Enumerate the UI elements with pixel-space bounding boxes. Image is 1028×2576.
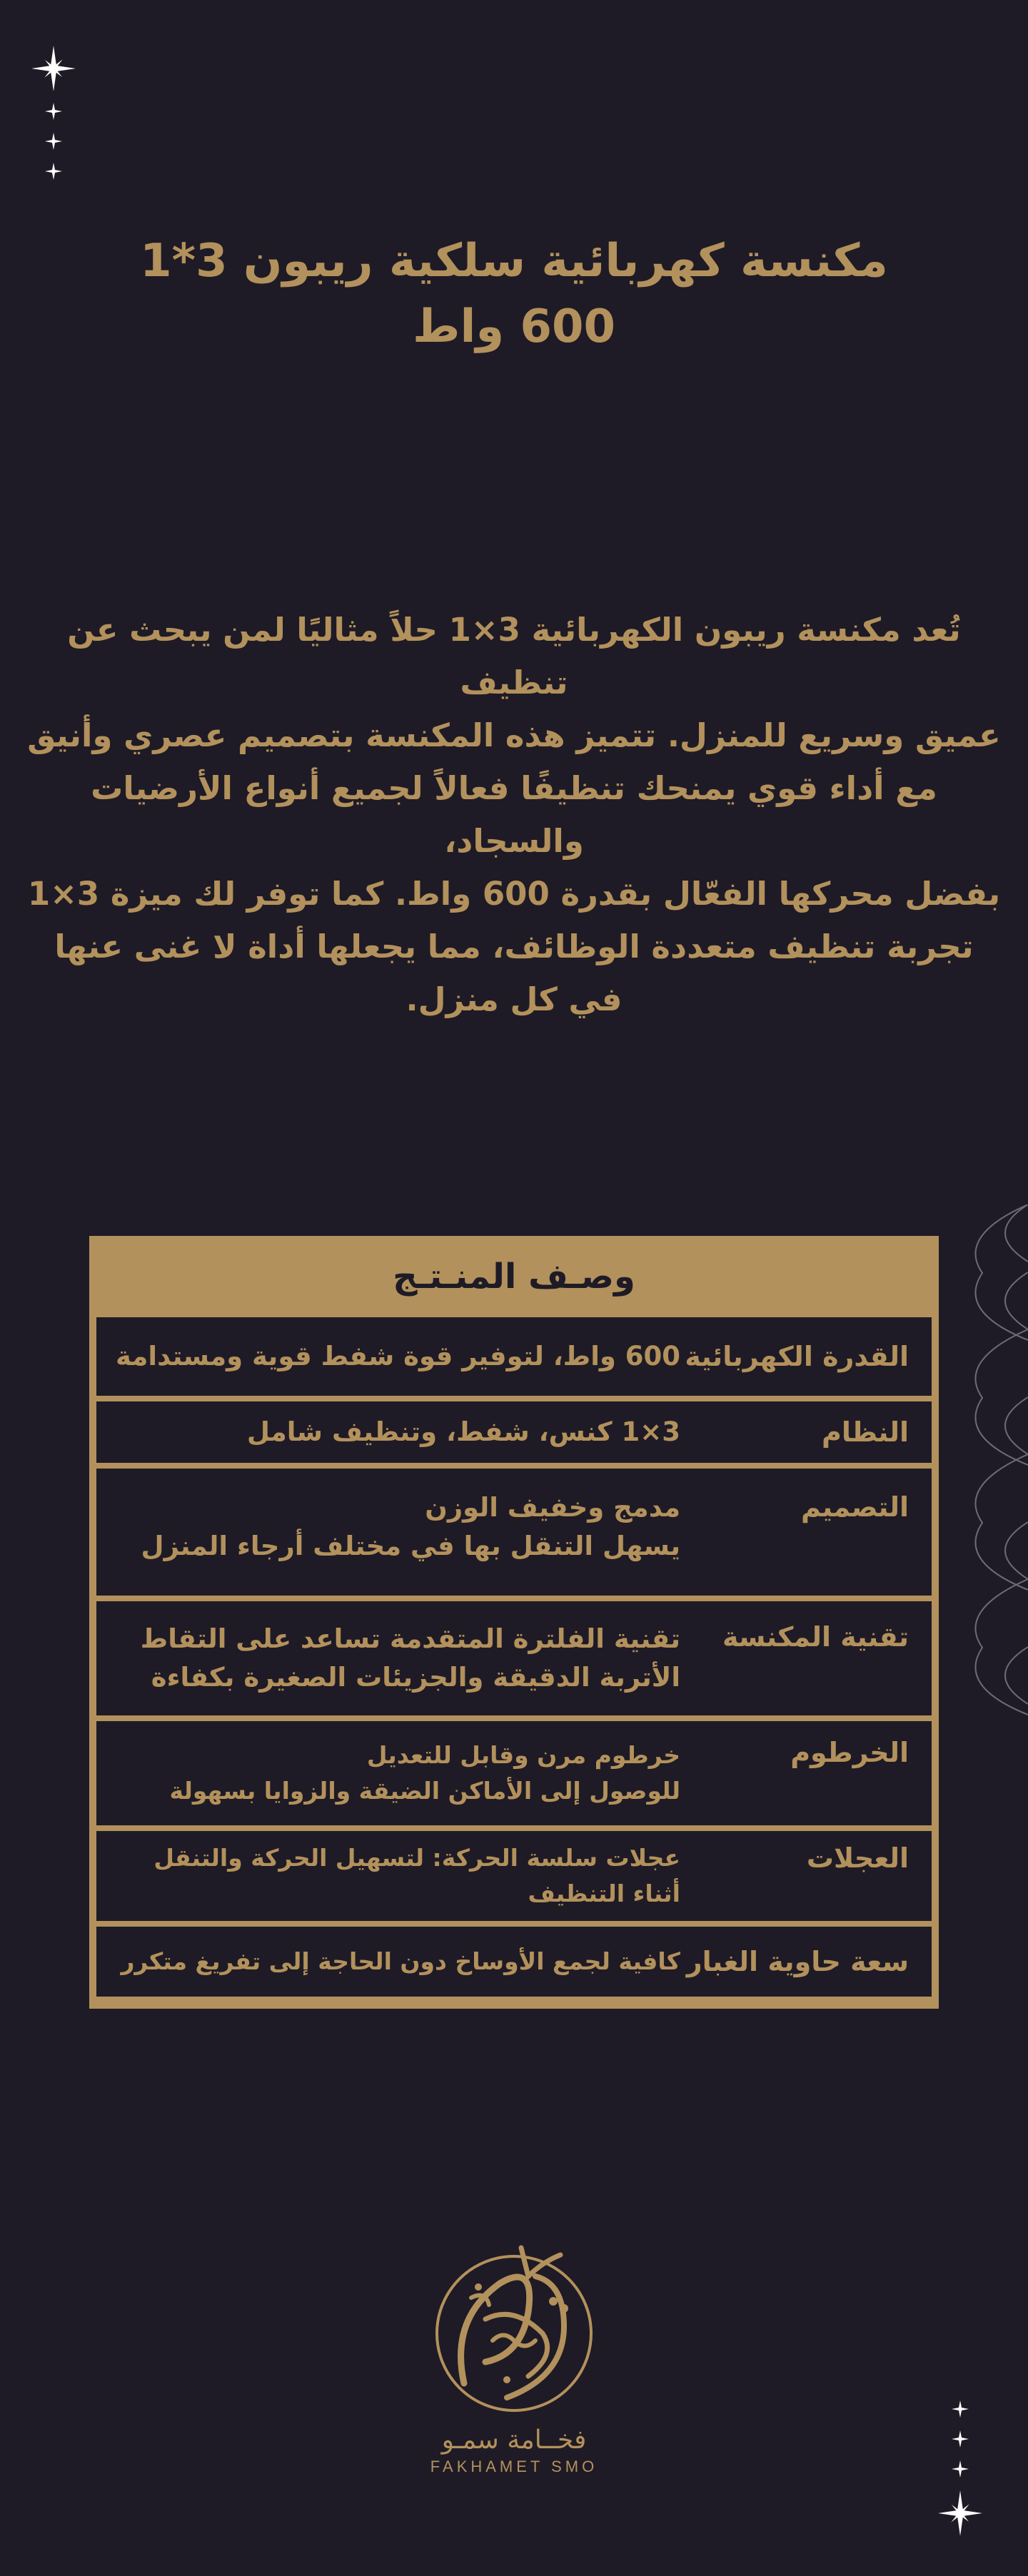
spec-row-dust-capacity	[96, 1927, 932, 1997]
sparkle-icon	[29, 44, 79, 187]
spec-value-line: تقنية الفلترة المتقدمة تساعد على التقاط	[140, 1623, 680, 1654]
intro-paragraph	[21, 604, 1007, 1026]
intro-line: تجربة تنظيف متعددة الوظائف، مما يجعلها أداة لا غنى عنها	[54, 928, 974, 965]
spec-value	[114, 1738, 680, 1809]
spec-row-power	[96, 1317, 932, 1396]
spec-value-line: خرطوم مرن وقابل للتعديل	[366, 1741, 680, 1769]
spec-label: تقنية المكنسة	[722, 1621, 909, 1653]
spec-label: التصميم	[800, 1491, 909, 1523]
brand-logo	[421, 2233, 607, 2478]
spec-value	[114, 1840, 680, 1912]
spec-value	[114, 1413, 680, 1451]
intro-line: في كل منزل.	[405, 980, 623, 1018]
intro-line: مع أداء قوي يمنحك تنظيفًا فعالاً لجميع أنواع الأرضيات والسجاد،	[91, 769, 937, 860]
spec-value-line: كافية لجمع الأوساخ دون الحاجة إلى تفريغ متكرر	[121, 1947, 680, 1975]
spec-value	[114, 1489, 680, 1566]
sparkles-top-left	[29, 44, 79, 187]
spec-row-system	[96, 1401, 932, 1463]
calligraphy-logo-icon	[421, 2233, 607, 2419]
spec-value-line: 600 واط، لتوفير قوة شفط قوية ومستدامة	[116, 1341, 680, 1371]
spec-value	[114, 1944, 680, 1979]
intro-line: تُعد مكنسة ريبون الكهربائية 3×1 حلاً مثاليًا لمن يبحث عن تنظيف	[67, 611, 961, 701]
logo-english-text: FAKHAMET SMO	[430, 2458, 598, 2475]
spec-value	[114, 1620, 680, 1697]
spec-row-hose	[96, 1721, 932, 1825]
spec-value-line: يسهل التنقل بها في مختلف أرجاء المنزل	[141, 1531, 680, 1561]
spec-table-header: وصـف المنـتـج	[393, 1257, 635, 1297]
spec-value-line: أثناء التنظيف	[528, 1880, 680, 1907]
sparkle-icon	[935, 2399, 985, 2542]
spec-value	[114, 1337, 680, 1376]
spec-row-technology	[96, 1601, 932, 1715]
intro-line: بفضل محركها الفعّال بقدرة 600 واط. كما توفر لك ميزة 3×1	[27, 875, 1001, 913]
scallop-pattern-icon	[954, 1205, 1028, 1721]
spec-row-wheels	[96, 1831, 932, 1921]
page-title	[114, 228, 914, 360]
spec-label: العجلات	[806, 1842, 909, 1874]
title-line-1: مكنسة كهربائية سلكية ريبون 3*1	[140, 235, 888, 288]
spec-row-design	[96, 1469, 932, 1596]
sparkles-bottom-right	[935, 2399, 985, 2542]
spec-value-line: للوصول إلى الأماكن الضيقة والزوايا بسهولة	[169, 1777, 680, 1805]
spec-label: النظام	[822, 1416, 909, 1448]
spec-label: القدرة الكهربائية	[685, 1341, 909, 1372]
product-spec-table	[89, 1236, 939, 2009]
spec-value-line: مدمج وخفيف الوزن	[425, 1492, 680, 1523]
logo-arabic-text: فخــامة سمـو	[441, 2425, 587, 2455]
spec-value-line: الأتربة الدقيقة والجزيئات الصغيرة بكفاءة	[151, 1662, 680, 1693]
intro-line: عميق وسريع للمنزل. تتميز هذه المكنسة بتصميم عصري وأنيق	[27, 716, 1001, 754]
spec-label: سعة حاوية الغبار	[686, 1946, 909, 1977]
spec-value-line: 3×1 كنس، شفط، وتنظيف شامل	[246, 1416, 680, 1447]
title-line-2: 600 واط	[412, 300, 616, 353]
spec-label: الخرطوم	[790, 1737, 909, 1768]
spec-value-line: عجلات سلسة الحركة: لتسهيل الحركة والتنقل	[153, 1844, 680, 1872]
